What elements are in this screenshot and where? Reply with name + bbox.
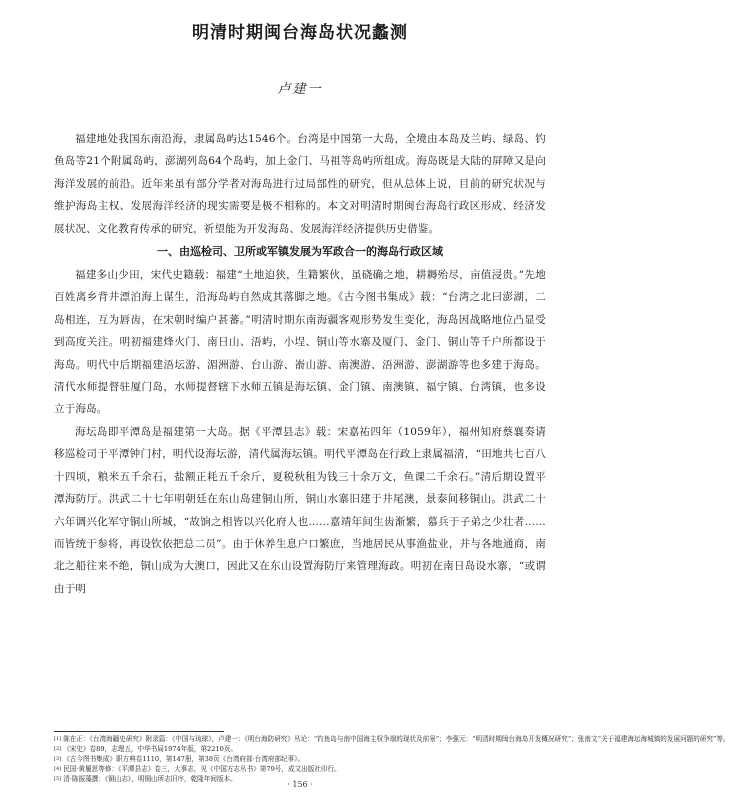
footnote: [4] 民国·黄履思等修：《平潭县志》卷三，大事志，见《中国方志丛书》第79号，成文出版社印行。 [54,765,341,773]
body-paragraph: 福建多山少田，宋代史籍载：福建“土地迫狭，生籍繁伙，虽硗确之地，耕耨殆尽，亩值浸贵。”先地百姓离乡背井漂泊海上谋生，沿海岛屿自然成其落脚之地。《古今图书集成》载：“台湾之北曰澎湖，二岛相连，互为唇齿，在宋朝时编户甚蕃。”明清时期东南海疆客观形势发生变化，海岛因战略地位凸显受到高度关注。明初福建烽火门、南日山、浯屿，小埕、铜山等水寨及厦门、金门、铜山等千户所都设于海岛。明代中后期福建浯坛游、湄洲游、台山游、嵛山游、南澳游、浯洲游、澎湖游等也多建于海岛。清代水师提督驻厦门岛，水师提督辖下水师五镇是海坛镇、金门镇、南澳镇、福宁镇、台湾镇，也多设立于海岛。 [54,269,546,416]
section-heading: 一、由巡检司、卫所或军镇发展为军政合一的海岛行政区域 [157,245,443,259]
footnotes [54,734,730,784]
footnote-divider [54,731,224,732]
footnote: [2] 《宋史》卷89，志理五，中华书局1974年版，第2210页。 [54,745,238,753]
intro-paragraph: 福建地处我国东南沿海，隶属岛屿达1546个。台湾是中国第一大岛，全境由本岛及兰屿、绿岛、钓鱼岛等21个附属岛屿，澎湖列岛64个岛屿，加上金门、马祖等岛屿所组成。海岛既是大陆的屏障又是向海洋发展的前沿。近年来虽有部分学者对海岛进行过局部性的研究，但从总体上说，目前的研究状况与维护海岛主权、发展海洋经济的现实需要是极不相称的。本文对明清时期闽台海岛行政区形成、经济发展状况、文化教育传承的研究，祈望能为开发海岛、发展海洋经济提供历史借鉴。 [54,133,546,235]
page-number: · 156 · [287,780,313,789]
body-paragraph: 海坛岛即平潭岛是福建第一大岛。据《平潭县志》载：宋嘉祐四年（1059年），福州知府蔡襄奏请移巡检司于平潭钟门村，明代设海坛游，清代属海坛镇。明代平潭岛在行政上隶属福清，“田地共七百八十四顷，粮米五千余石，盐额正耗五千余斤，夏税秋租为钱三十余万文，鱼课二千余石。”清后期设置平潭海防厅。洪武二十七年明朝廷在东山岛建铜山所，铜山水寨旧建于井尾澳，景泰间移铜山。洪武二十六年调兴化军守铜山所城，“故饷之相皆以兴化府人也……嘉靖年间生齿渐繁，慕兵于子弟之少壮者……而皆统于参将，再设钦依把总二员”。由于休养生息户口繁庶，当地居民从事渔盐业，并与各地通商，南北之船往来不绝，铜山成为大澳口，因此又在东山设置海防厅来管理海政。明初在南日岛设水寨，“或谓由于明 [54,425,546,595]
paper-title: 明清时期闽台海岛状况蠡测 [192,23,408,43]
author-name: 卢建一 [277,82,323,97]
body-text [54,128,546,600]
footnote: [3] 《古今图书集成》职方典卷1110，第147册，第38页《台湾府部·台湾府部纪事》。 [54,755,305,763]
footnote: [1] 陈在正：《台湾海疆史研究》附录篇：《中国与琉球》，卢建一：《明台海防研究》丛论：“钓鱼岛与南中国海主权争端的现状及前景”；李强元：“明清时期闽台海岛开发概况研究”；张南文“关于福建海坛海城镇的发展问题的研究”等。 [54,735,730,743]
footnote: [5] 清·陈振藻撰：《铜山志》，明铜山所志旧序，乾隆年间版本。 [54,775,237,783]
